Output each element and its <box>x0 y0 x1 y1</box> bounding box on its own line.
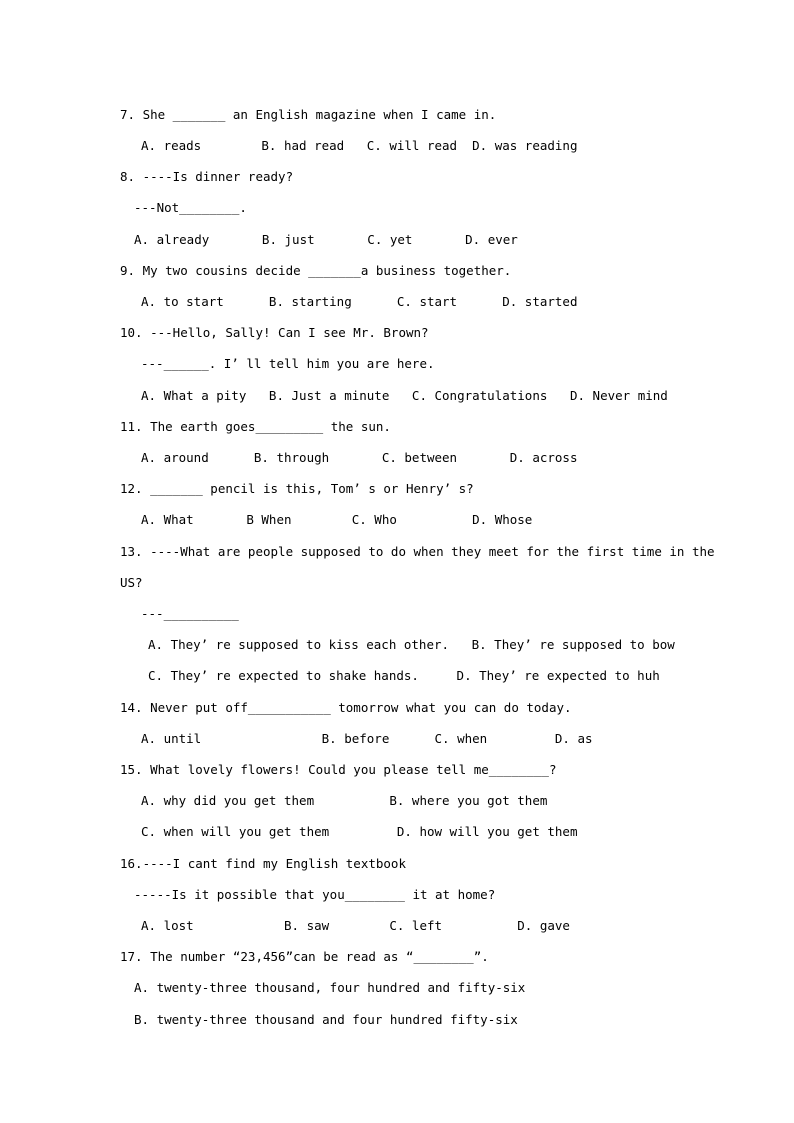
question-13-continued: US? <box>120 575 143 590</box>
question-17-option-a: A. twenty-three thousand, four hundred and fifty-six <box>134 980 526 995</box>
question-15: 15. What lovely flowers! Could you please tell me________? <box>120 762 557 777</box>
question-15-options-ab: A. why did you get them B. where you got them <box>141 793 548 808</box>
question-10: 10. ---Hello, Sally! Can I see Mr. Brown? <box>120 325 429 340</box>
question-8-reply: ---Not________. <box>134 200 247 215</box>
question-16: 16.----I cant find my English textbook <box>120 856 406 871</box>
question-15-options-cd: C. when will you get them D. how will you get them <box>141 824 578 839</box>
question-8: 8. ----Is dinner ready? <box>120 169 294 184</box>
question-13-options-cd: C. They’ re expected to shake hands. D. They’ re expected to huh <box>148 668 660 683</box>
question-7: 7. She _______ an English magazine when I came in. <box>120 107 497 122</box>
question-11-options: A. around B. through C. between D. across <box>141 450 578 465</box>
question-12-options: A. What B When C. Who D. Whose <box>141 512 533 527</box>
question-13: 13. ----What are people supposed to do when they meet for the first time in the <box>120 544 715 559</box>
question-16-options: A. lost B. saw C. left D. gave <box>141 918 570 933</box>
question-14: 14. Never put off___________ tomorrow what you can do today. <box>120 700 572 715</box>
question-12: 12. _______ pencil is this, Tom’ s or Henry’ s? <box>120 481 474 496</box>
question-13-options-ab: A. They’ re supposed to kiss each other. B. They’ re supposed to bow <box>148 637 675 652</box>
question-9: 9. My two cousins decide _______a business together. <box>120 263 512 278</box>
question-17: 17. The number “23,456”can be read as “________”. <box>120 949 489 964</box>
question-13-reply: ---__________ <box>141 606 239 621</box>
question-7-options: A. reads B. had read C. will read D. was reading <box>141 138 578 153</box>
question-17-option-b: B. twenty-three thousand and four hundred fifty-six <box>134 1012 518 1027</box>
question-16-reply: -----Is it possible that you________ it at home? <box>134 887 496 902</box>
question-10-options: A. What a pity B. Just a minute C. Congratulations D. Never mind <box>141 388 668 403</box>
question-10-reply: ---______. I’ ll tell him you are here. <box>141 356 435 371</box>
question-11: 11. The earth goes_________ the sun. <box>120 419 391 434</box>
question-9-options: A. to start B. starting C. start D. started <box>141 294 578 309</box>
question-14-options: A. until B. before C. when D. as <box>141 731 593 746</box>
question-8-options: A. already B. just C. yet D. ever <box>134 232 518 247</box>
